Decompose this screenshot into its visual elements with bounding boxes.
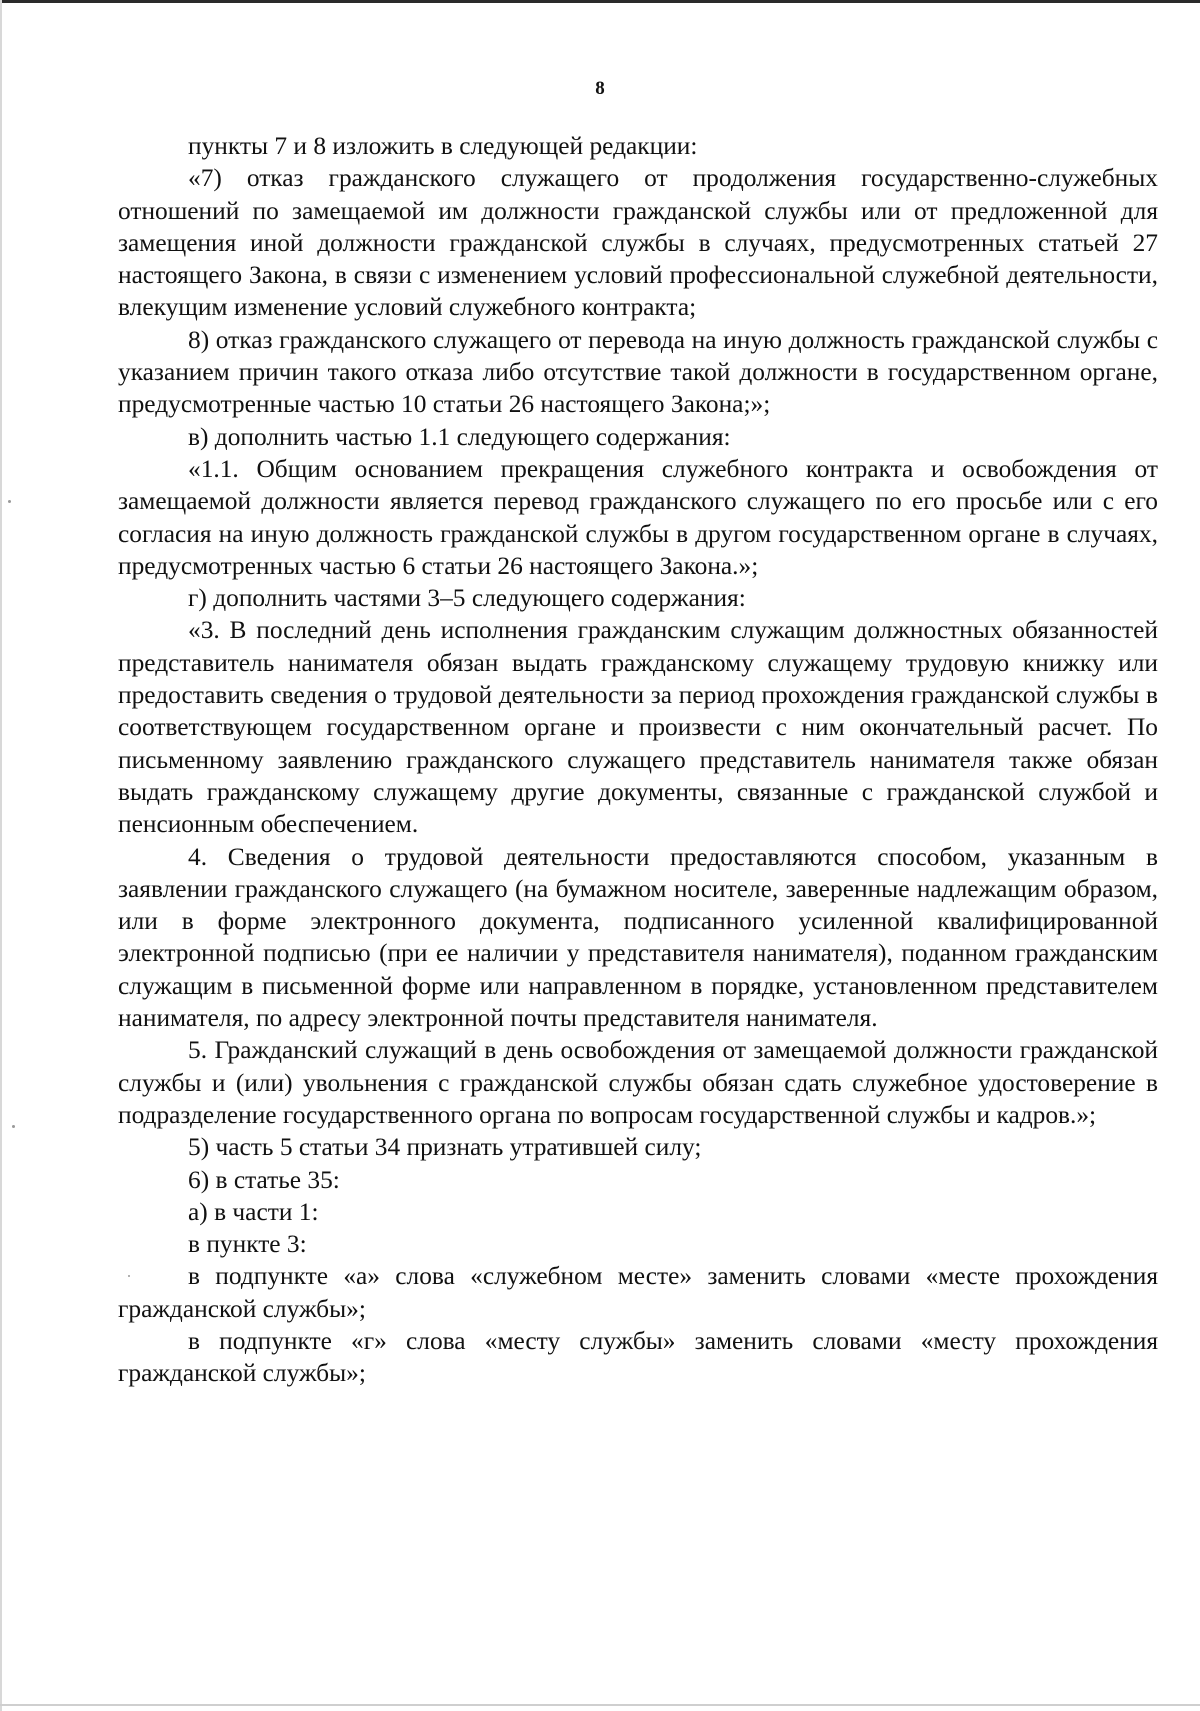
paragraph-point-3: в пункте 3: [188, 1230, 307, 1259]
document-body [118, 130, 1158, 1390]
scan-left-edge [0, 0, 2, 1711]
scan-speck [8, 500, 11, 503]
paragraph-item-6: 6) в статье 35: [188, 1165, 340, 1194]
page-number: 8 [595, 78, 605, 99]
scan-bottom-edge [0, 1704, 1200, 1706]
paragraph-part-3: «3. В последний день исполнения гражданским служащим должностных обязанностей представитель нанимателя обязан выдать гражданскому служащему трудовую книжку или предоставить сведения о трудовой деятельности за период прохождения гражданской службы в соответствующем государственном органе и произвести с ним окончательный расчет. По письменному заявлению гражданского служащего представитель нанимателя также обязан выдать гражданскому служащему другие документы, связанные с гражданской службой и пенсионным обеспечением. [118, 616, 1158, 839]
paragraph-subpoint-g: в подпункте «г» слова «месту службы» заменить словами «месту прохождения гражданской службы»; [118, 1326, 1158, 1388]
scan-top-edge [0, 0, 1200, 3]
paragraph-subitem-a: а) в части 1: [188, 1197, 319, 1226]
paragraph-item-8: 8) отказ гражданского служащего от перевода на иную должность гражданской службы с указанием причин такого отказа либо отсутствие такой должности в государственном органе, предусмотренные частью 10 статьи 26 настоящего Закона;»; [118, 325, 1158, 419]
paragraph-part-1-1: «1.1. Общим основанием прекращения служебного контракта и освобождения от замещаемой должности является перевод гражданского служащего по его просьбе или с его согласия на иную должность гражданской службы в другом государственном органе в случаях, предусмотренных частью 6 статьи 26 настоящего Закона.»; [118, 454, 1158, 580]
paragraph-subpoint-a: в подпункте «а» слова «служебном месте» заменить словами «месте прохождения гражданской службы»; [118, 1262, 1158, 1323]
paragraph-item-5: 5) часть 5 статьи 34 признать утратившей силу; [188, 1133, 702, 1162]
paragraph-part-4: 4. Сведения о трудовой деятельности предоставляются способом, указанным в заявлении гражданского служащего (на бумажном носителе, заверенные надлежащим образом, или в форме электронного документа, подписанного усиленной квалифицированной электронной подписью (при ее наличии у представителя нанимателя), поданном гражданским служащим в письменной форме или направленном в порядке, установленном представителем нанимателя, по адресу электронной почты представителя нанимателя. [118, 842, 1158, 1033]
paragraph-items-7-8-intro: пункты 7 и 8 изложить в следующей редакции: [188, 132, 698, 160]
scan-speck [12, 1125, 15, 1128]
paragraph-subitem-g: г) дополнить частями 3–5 следующего содержания: [188, 584, 746, 613]
paragraph-subitem-v: в) дополнить частью 1.1 следующего содержания: [188, 422, 731, 451]
paragraph-part-5: 5. Гражданский служащий в день освобождения от замещаемой должности гражданской службы и (или) увольнения с гражданской службы обязан сдать служебное удостоверение в подразделение государственного органа по вопросам государственной службы и кадров.»; [118, 1036, 1158, 1129]
paragraph-item-7: «7) отказ гражданского служащего от продолжения государственно-служебных отношений по замещаемой им должности гражданской службы или от предложенной для замещения иной должности гражданской службы в случаях, предусмотренных статьей 27 настоящего Закона, в связи с изменением условий профессиональной служебной деятельности, влекущим изменение условий служебного контракта; [118, 164, 1158, 322]
